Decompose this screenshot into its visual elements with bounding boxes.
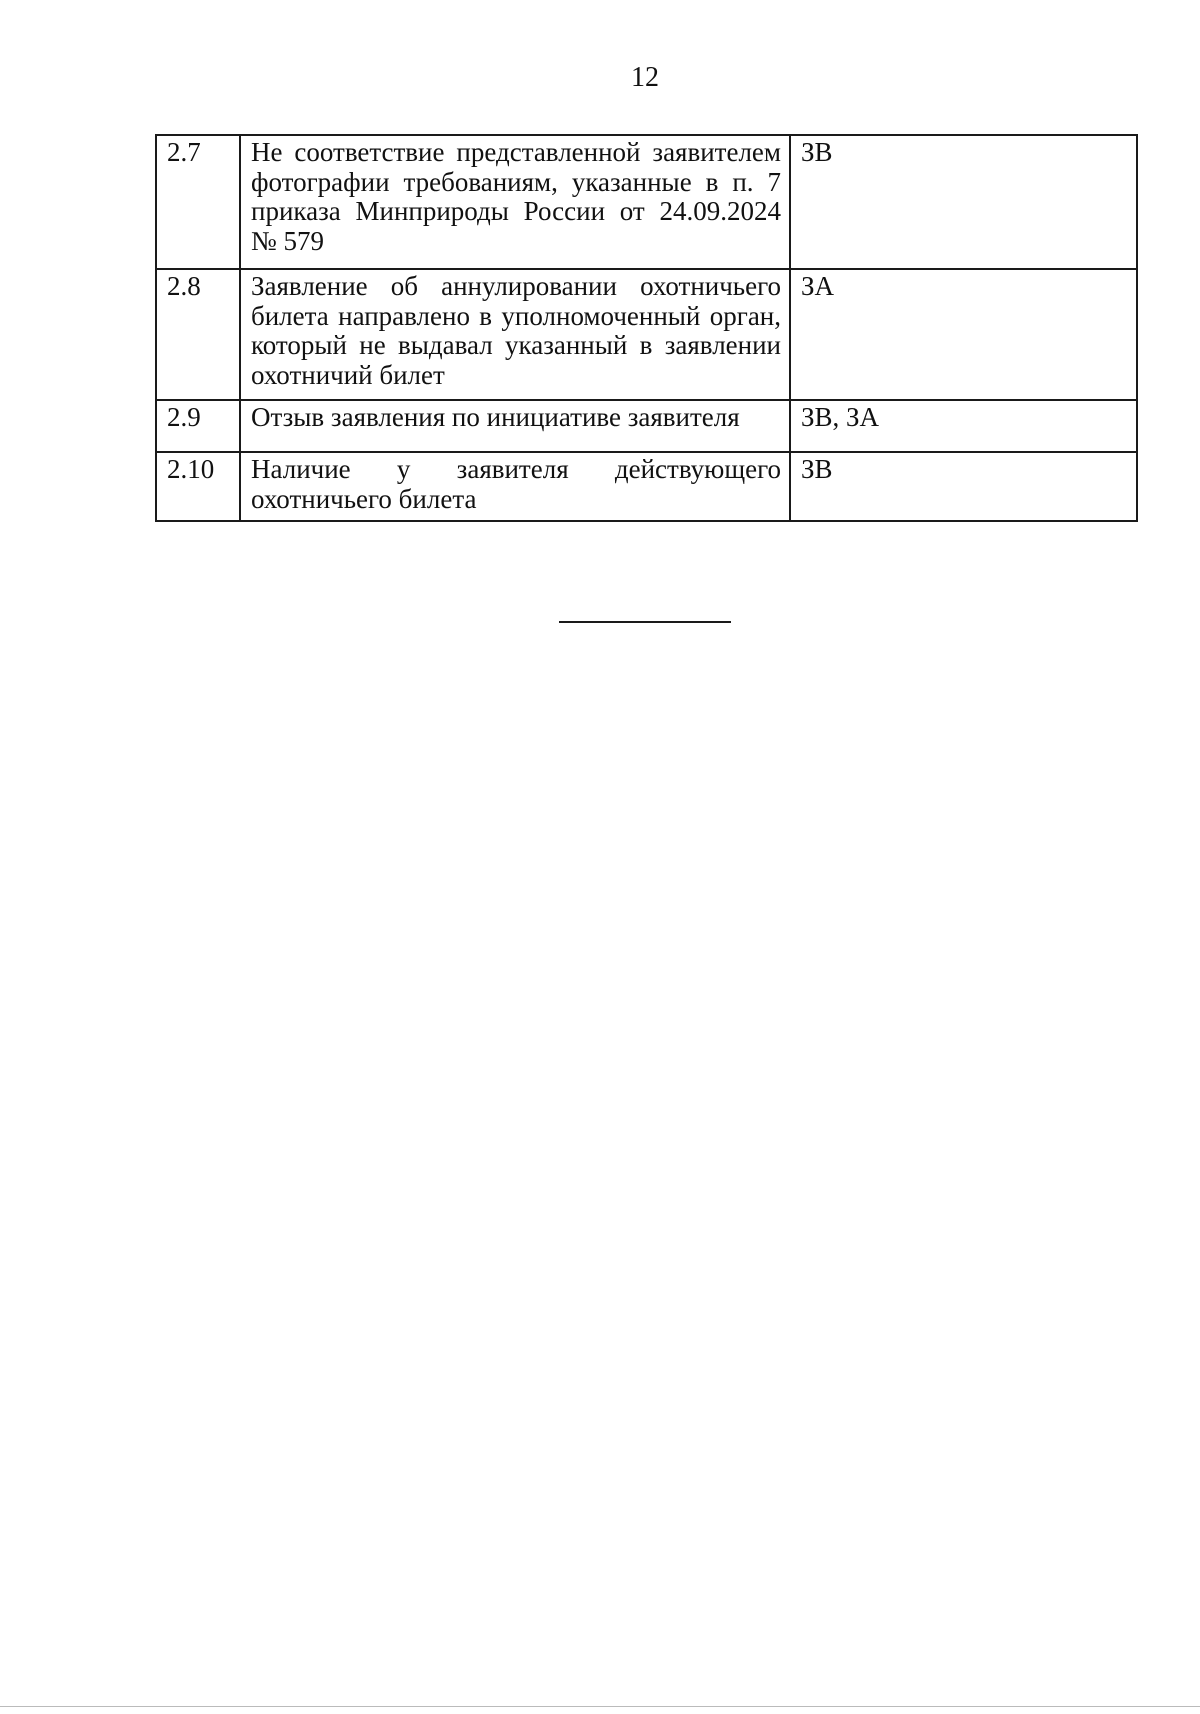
page-number: 12 (631, 62, 659, 93)
row-code: ЗА (790, 269, 1137, 400)
row-number: 2.9 (156, 400, 240, 452)
table-row (156, 135, 1137, 269)
table-row (156, 269, 1137, 400)
row-number: 2.10 (156, 452, 240, 521)
row-code: ЗВ (790, 135, 1137, 269)
row-description: Заявление об аннулировании охотничьего билета направлено в уполномоченный орган, который не выдавал указанный в заявлении охотничий билет (240, 269, 790, 400)
row-number: 2.7 (156, 135, 240, 269)
table-row (156, 452, 1137, 521)
row-number: 2.8 (156, 269, 240, 400)
row-description: Наличие у заявителя действующего охотничьего билета (240, 452, 790, 521)
scan-edge-line (0, 1706, 1200, 1707)
row-description: Не соответствие представленной заявителем фотографии требованиям, указанные в п. 7 приказа Минприроды России от 24.09.2024 № 579 (240, 135, 790, 269)
grounds-table (155, 134, 1138, 522)
row-description: Отзыв заявления по инициативе заявителя (240, 400, 790, 452)
table-row (156, 400, 1137, 452)
row-code: ЗВ (790, 452, 1137, 521)
row-code: ЗВ, ЗА (790, 400, 1137, 452)
end-of-document-rule (559, 621, 731, 623)
